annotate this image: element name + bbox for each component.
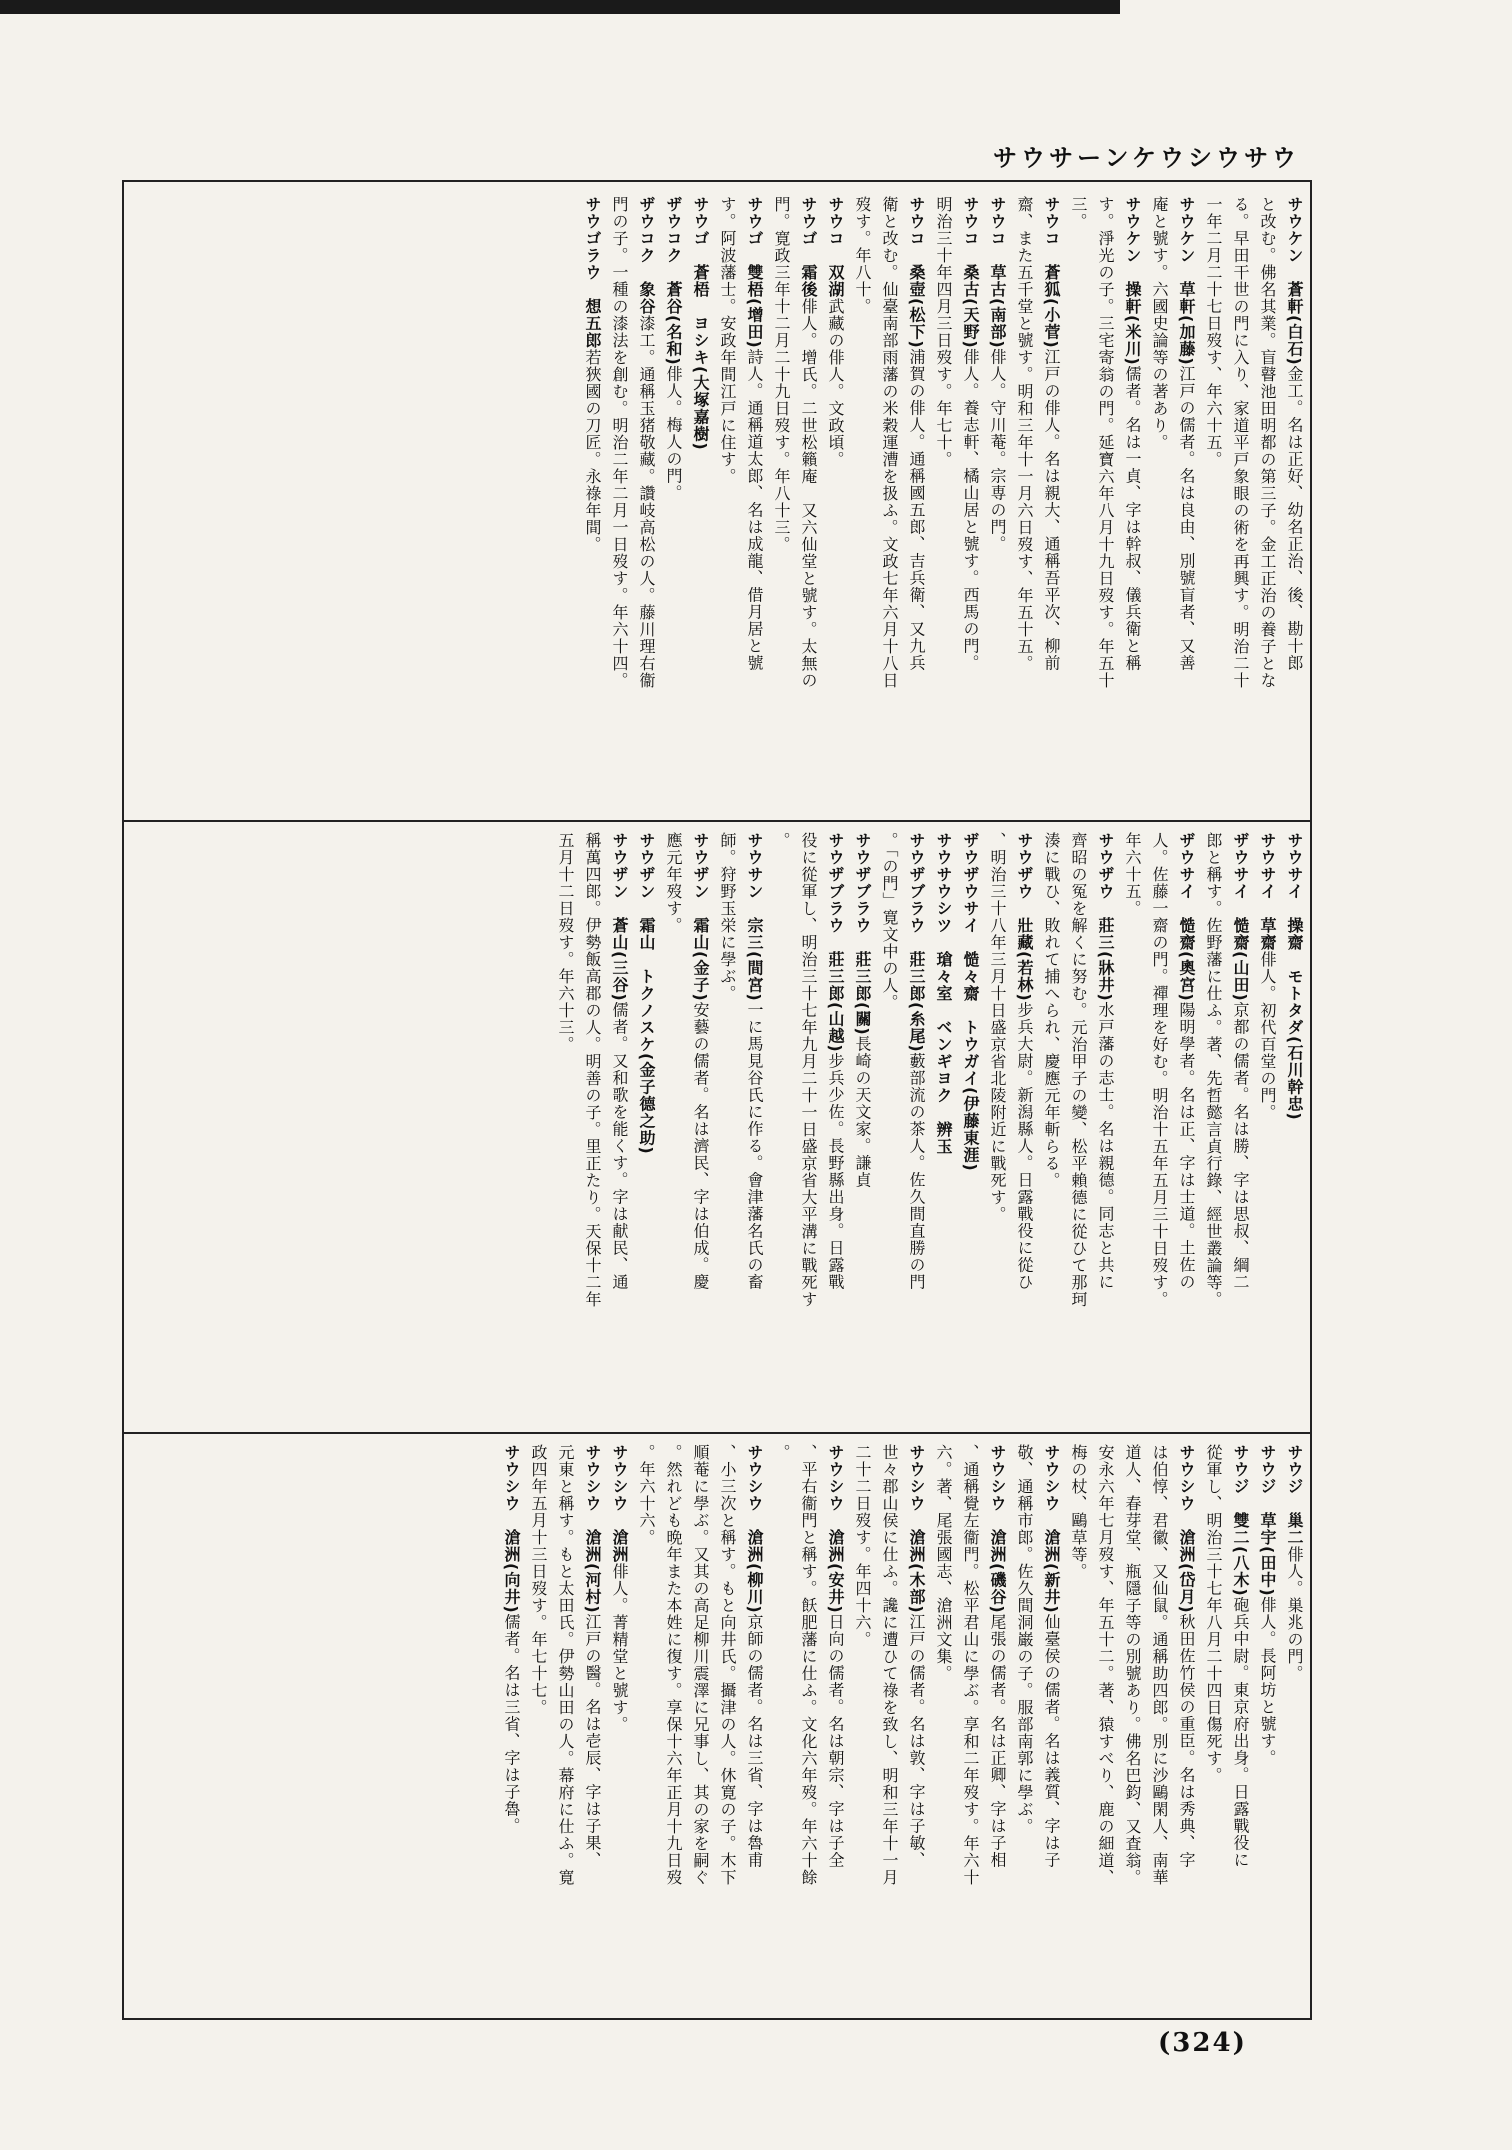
dictionary-entry-continuation: 齊昭の冤を解くに努む。元治甲子の變、松平賴德に從ひて那珂: [1069, 832, 1088, 1308]
entry-headword: ザウコク 象谷: [637, 196, 656, 315]
dictionary-entry-continuation: る。早田干世の門に入り、家道平戸象眼の術を再興す。明治二十: [1231, 196, 1250, 689]
dictionary-entry-continuation: と改む。佛名其業。盲瞽池田明都の第三子。金工正治の養子とな: [1258, 196, 1277, 689]
dictionary-entry-continuation: 敬、通稱市郎。佐久間洞巌の子。服部南郭に學ぶ。: [1015, 1444, 1034, 1835]
entry-headword: サウサウシツ 瑲々室 ベンギヨク 辨玉: [934, 832, 953, 1155]
entry-text: 儒者。又和歌を能くす。字は献民、通: [610, 1001, 629, 1291]
dictionary-entry-continuation: 、平右衞門と稱す。飫肥藩に仕ふ。文化六年歿。年六十餘: [799, 1444, 818, 1886]
dictionary-entry-continuation: は伯惇、君徽、又仙鼠。通稱助四郎。別に沙鷗閑人、南華: [1150, 1444, 1169, 1886]
dictionary-entry-continuation: 湊に戰ひ、敗れて捕へられ、慶應元年斬らる。: [1042, 832, 1061, 1189]
dictionary-entry-continuation: 安永六年七月歿す、年五十二。著、猿すべり、鹿の細道、: [1096, 1444, 1115, 1886]
entry-text: 步兵大尉。新潟縣人。日露戰役に從ひ: [1015, 1001, 1034, 1291]
dictionary-entry-continuation: 政四年五月十三日歿す。年七十七。: [529, 1444, 548, 1716]
entry-headword: サウザン 霜山 トクノスケ(金子德之助): [637, 832, 656, 1155]
dictionary-entry-continuation: 郎と稱す。佐野藩に仕ふ。著、先哲懿言貞行錄、經世叢論等。: [1204, 832, 1223, 1308]
dictionary-entry: [582, 196, 602, 808]
entry-headword: サウゴ 蒼梧 ヨシキ(大塚嘉樹): [691, 196, 710, 451]
dictionary-entry-continuation: 應元年歿す。: [664, 832, 683, 934]
entry-headword: サウシウ 滄洲(河村): [583, 1444, 602, 1614]
entry-headword: サウザブラウ 莊三郎(山越): [826, 832, 845, 1053]
entry-headword: サウザブラウ 莊三郎(糸尾): [907, 832, 926, 1053]
dictionary-entry-continuation: 衛と改む。仙臺南部雨藩の米穀運漕を扱ふ。文政七年六月十八日: [880, 196, 899, 689]
dictionary-entry: [609, 1444, 629, 2004]
dictionary-entry-continuation: 稱萬四郎。伊勢飯高郡の人。明善の子。里正たり。天保十二年: [583, 832, 602, 1308]
dictionary-entry-continuation: 役に從軍し、明治三十七年九月二十一日盛京省大平溝に戰死す: [799, 832, 818, 1308]
dictionary-entry: [906, 1444, 926, 2004]
dictionary-entry: [501, 1444, 521, 2004]
entry-headword: サウシウ 滄洲: [610, 1444, 629, 1563]
page-number: (324): [1158, 2028, 1247, 2058]
dictionary-entry: [906, 196, 926, 808]
entry-headword: サウジ 雙二(八木): [1231, 1444, 1250, 1597]
entry-text: 俳人。巣兆の門。: [1285, 1546, 1304, 1682]
dictionary-entry: [582, 1444, 602, 2004]
dictionary-entry-continuation: 三。: [1069, 196, 1088, 230]
entry-headword: ザウサイ 慥齋(奧宮): [1177, 832, 1196, 1002]
entry-text: 俳人。菁精堂と號す。: [610, 1563, 629, 1733]
dictionary-entry-continuation: 門の子。一種の漆法を創む。明治二年二月一日歿す。年六十四。: [610, 196, 629, 689]
dictionary-entry-continuation: 一年二月二十七日歿す、年六十五。: [1204, 196, 1223, 468]
dictionary-entry-continuation: 六。著、尾張國志、滄洲文集。: [934, 1444, 953, 1682]
entry-text: 京都の儒者。名は勝、字は思叔、綱二: [1231, 1001, 1250, 1291]
dictionary-entry-continuation: 五月十二日歿す。年六十三。: [556, 832, 575, 1053]
dictionary-entry: [1284, 196, 1304, 808]
dictionary-entry: [1230, 832, 1250, 1420]
entry-text: 儒者。名は一貞、字は幹叔、儀兵衛と稱: [1123, 365, 1142, 672]
entry-text: 若狹國の刀匠。永祿年間。: [583, 349, 602, 553]
entry-text: 俳人。梅人の門。: [664, 365, 683, 502]
entry-text: 俳人。長阿坊と號す。: [1258, 1596, 1277, 1767]
middle-entries-block: [130, 832, 1304, 1420]
dictionary-entry: [1041, 196, 1061, 808]
entry-headword: サウザウ 莊三(牀井): [1096, 832, 1115, 1002]
dictionary-entry-continuation: す。淨光の子。三宅寄翁の門。延寶六年八月十九日歿す。年五十: [1096, 196, 1115, 689]
entry-headword: サウコ 桑壺(松下): [907, 196, 926, 349]
dictionary-entry: [960, 832, 980, 1420]
entry-text: 俳人。增氏。二世松籟庵 又六仙堂と號す。太無の: [799, 298, 818, 689]
entry-text: 尾張の儒者。名は正卿、字は子相: [988, 1613, 1007, 1869]
dictionary-entry-continuation: 順菴に學ぶ。又其の高足柳川震澤に兄事し、其の家を嗣ぐ: [691, 1444, 710, 1886]
dictionary-entry: [1176, 196, 1196, 808]
entry-headword: サウシウ 滄洲(新井): [1042, 1444, 1061, 1614]
entry-text: 陽明學者。名は正、字は士道。土佐の: [1177, 1001, 1196, 1291]
entry-text: 儒者。名は三省、字は子魯。: [502, 1613, 521, 1835]
entry-headword: サウジ 草宇(田中): [1258, 1444, 1277, 1597]
top-edge-line: [0, 0, 1120, 14]
entry-headword: サウシウ 滄洲(磯谷): [988, 1444, 1007, 1614]
entry-text: 俳人。守川菴。宗専の門。: [988, 348, 1007, 553]
entry-headword: サウザン 霜山(金子): [691, 832, 710, 1002]
entry-headword: サウサイ 操齋 モトタダ(石川幹忠): [1285, 832, 1304, 1121]
dictionary-entry-continuation: 從軍し、明治三十七年八月二十四日傷死す。: [1204, 1444, 1223, 1784]
entry-headword: サウシウ 滄洲(柳川): [745, 1444, 764, 1614]
section-divider-2: [122, 1432, 1312, 1434]
dictionary-entry: [1095, 832, 1115, 1420]
entry-text: 金工。名は正好、幼名正治、後、勘十郎: [1285, 365, 1304, 672]
entry-text: 水戸藩の志士。名は親德。同志と共に: [1096, 1001, 1115, 1291]
bottom-entries-block: [130, 1444, 1304, 2004]
dictionary-entry: [1257, 1444, 1277, 2004]
dictionary-entry-continuation: 明治三十年四月三日歿す。年七十。: [934, 196, 953, 468]
entry-headword: ザウコク 蒼谷(名和): [664, 196, 683, 366]
entry-headword: サウゴ 霜後: [799, 196, 818, 298]
dictionary-entry-continuation: 。「の門」寛文中の人。: [880, 832, 899, 1011]
dictionary-entry-continuation: す。阿波藩士。安政年間江戸に住す。: [718, 196, 737, 485]
entry-text: 步兵少佐。長野縣出身。日露戰: [826, 1052, 845, 1291]
dictionary-entry: [1176, 832, 1196, 1420]
dictionary-entry-continuation: 、明治三十八年三月十日盛京省北陵附近に戰死す。: [988, 832, 1007, 1223]
dictionary-entry: [636, 196, 656, 808]
entry-headword: ザウサイ 慥齋(山田): [1231, 832, 1250, 1002]
dictionary-entry-continuation: 。: [772, 1444, 791, 1461]
entry-headword: サウコ 双湖: [826, 196, 845, 298]
dictionary-entry-continuation: 。年六十六。: [637, 1444, 656, 1546]
section-divider-1: [122, 820, 1312, 822]
dictionary-entry: [1122, 196, 1142, 808]
dictionary-entry: [690, 196, 710, 808]
dictionary-entry-continuation: 世々郡山侯に仕ふ。讒に遭ひて祿を致し、明和三年十一月: [880, 1444, 899, 1886]
dictionary-entry: [933, 832, 953, 1420]
entry-headword: サウケン 操軒(米川): [1123, 196, 1142, 366]
dictionary-entry: [987, 196, 1007, 808]
dictionary-entry: [825, 832, 845, 1420]
dictionary-entry: [636, 832, 656, 1420]
running-head: サウサーンケウシウサウ: [992, 144, 1300, 172]
dictionary-entry: [1014, 832, 1034, 1420]
dictionary-entry: [987, 1444, 1007, 2004]
entry-text: 日向の儒者。名は朝宗、字は子全: [826, 1613, 845, 1869]
entry-text: 江戸の醫。名は壱辰、字は子果、: [583, 1613, 602, 1869]
entry-headword: サウコ 蒼狐(小菅): [1042, 196, 1061, 349]
entry-text: 漆工。通稱玉猪敬藏。讚岐高松の人。藤川理右衞: [637, 315, 656, 689]
entry-headword: サウサン 宗三(間宮): [745, 832, 764, 1002]
entry-text: 江戸の儒者。名は良由、別號盲者、又善: [1177, 365, 1196, 672]
dictionary-entry: [960, 196, 980, 808]
dictionary-entry: [663, 196, 683, 808]
dictionary-entry-continuation: 。然れども晩年また本姓に復す。享保十六年正月十九日歿: [664, 1444, 683, 1886]
entry-headword: サウゴ 雙梧(增田): [745, 196, 764, 349]
entry-headword: サウシウ 滄洲(木部): [907, 1444, 926, 1614]
entry-text: 俳人。初代百堂の門。: [1258, 951, 1277, 1121]
entry-headword: サウザウ 壯藏(若林): [1015, 832, 1034, 1002]
entry-headword: ザウザウサイ 慥々齋 トウガイ(伊藤東涯): [961, 832, 980, 1172]
entry-text: 砲兵中尉。東京府出身。日露戰役に: [1231, 1596, 1250, 1869]
dictionary-entry: [825, 196, 845, 808]
dictionary-entry-continuation: 庵と號す。六國史論等の著あり。: [1150, 196, 1169, 451]
entry-text: 仙臺侯の儒者。名は義質、字は子: [1042, 1613, 1061, 1869]
dictionary-entry: [609, 832, 629, 1420]
entry-headword: サウザブラウ 莊三郎(關): [853, 832, 872, 1036]
dictionary-entry: [1284, 832, 1304, 1420]
dictionary-entry-continuation: 、小三次と稱す。もと向井氏。攝津の人。休寛の子。木下: [718, 1444, 737, 1886]
dictionary-entry: [1284, 1444, 1304, 2004]
entry-text: 浦賀の俳人。通稱國五郎、吉兵衛、又九兵: [907, 348, 926, 672]
dictionary-entry: [1230, 1444, 1250, 2004]
entry-text: 一に馬見谷氏に作る。會津藩名氏の畜: [745, 1001, 764, 1291]
entry-headword: サウシウ 滄洲(向井): [502, 1444, 521, 1614]
entry-text: 詩人。通稱道太郎、名は成龍、借月居と號: [745, 348, 764, 672]
entry-text: 江戸の儒者。名は敦、字は子敏、: [907, 1613, 926, 1869]
dictionary-entry: [744, 1444, 764, 2004]
entry-text: 江戸の俳人。名は親大、通稱吾平次、柳前: [1042, 348, 1061, 672]
entry-headword: サウザン 蒼山(三谷): [610, 832, 629, 1002]
dictionary-entry-continuation: 年六十五。: [1123, 832, 1142, 917]
dictionary-entry: [690, 832, 710, 1420]
dictionary-entry-continuation: 門。寛政三年十二月二十九日歿す。年八十三。: [772, 196, 791, 553]
entry-headword: サウゴラウ 想五郎: [583, 196, 602, 349]
dictionary-entry: [798, 196, 818, 808]
dictionary-entry-continuation: 道人、春芽堂、瓶隱子等の別號あり。佛名巴鈞、又査翁。: [1123, 1444, 1142, 1886]
entry-headword: サウジ 巢二: [1285, 1444, 1304, 1546]
dictionary-entry: [1176, 1444, 1196, 2004]
dictionary-entry-continuation: 、通稱覺左衞門。松平君山に學ぶ。享和二年歿す。年六十: [961, 1444, 980, 1886]
dictionary-entry: [906, 832, 926, 1420]
entry-text: 京師の儒者。名は三省、字は魯甫: [745, 1613, 764, 1869]
entry-headword: サウケン 蒼軒(白石): [1285, 196, 1304, 366]
dictionary-entry-continuation: 人。佐藤一齋の門。禪理を好む。明治十五年五月三十日歿す。: [1150, 832, 1169, 1308]
entry-headword: サウシウ 滄洲(岱月): [1177, 1444, 1196, 1614]
dictionary-entry: [825, 1444, 845, 2004]
entry-headword: サウサイ 草齋: [1258, 832, 1277, 951]
entry-text: 武藏の俳人。文政頃。: [826, 298, 845, 468]
dictionary-entry: [852, 832, 872, 1420]
dictionary-entry: [744, 832, 764, 1420]
entry-text: 長崎の天文家。謙貞: [853, 1035, 872, 1189]
dictionary-entry: [1257, 832, 1277, 1420]
dictionary-entry-continuation: 梅の杖、鷗草等。: [1069, 1444, 1088, 1580]
dictionary-entry-continuation: 齋、また五千堂と號す。明和三年十一月六日歿す、年五十五。: [1015, 196, 1034, 672]
entry-headword: サウケン 草軒(加藤): [1177, 196, 1196, 366]
entry-text: 安藝の儒者。名は濟民、字は伯成。慶: [691, 1001, 710, 1291]
entry-headword: サウコ 桑古(天野): [961, 196, 980, 349]
dictionary-entry: [744, 196, 764, 808]
dictionary-entry: [1041, 1444, 1061, 2004]
entry-headword: サウコ 草古(南部): [988, 196, 1007, 349]
dictionary-entry-continuation: 。: [772, 832, 791, 849]
dictionary-entry-continuation: 元東と稱す。もと太田氏。伊勢山田の人。幕府に仕ふ。寛: [556, 1444, 575, 1886]
dictionary-entry-continuation: 二十二日歿す。年四十六。: [853, 1444, 872, 1648]
entry-headword: サウシウ 滄洲(安井): [826, 1444, 845, 1614]
dictionary-entry-continuation: 歿す。年八十。: [853, 196, 872, 315]
entry-text: 秋田佐竹侯の重臣。名は秀典、字: [1177, 1613, 1196, 1869]
entry-text: 俳人。養志軒、橘山居と號す。西馬の門。: [961, 348, 980, 672]
entry-text: 藪部流の茶人。佐久間直勝の門: [907, 1052, 926, 1291]
dictionary-entry-continuation: 師。狩野玉栄に學ぶ。: [718, 832, 737, 1002]
top-entries-block: [130, 196, 1304, 808]
